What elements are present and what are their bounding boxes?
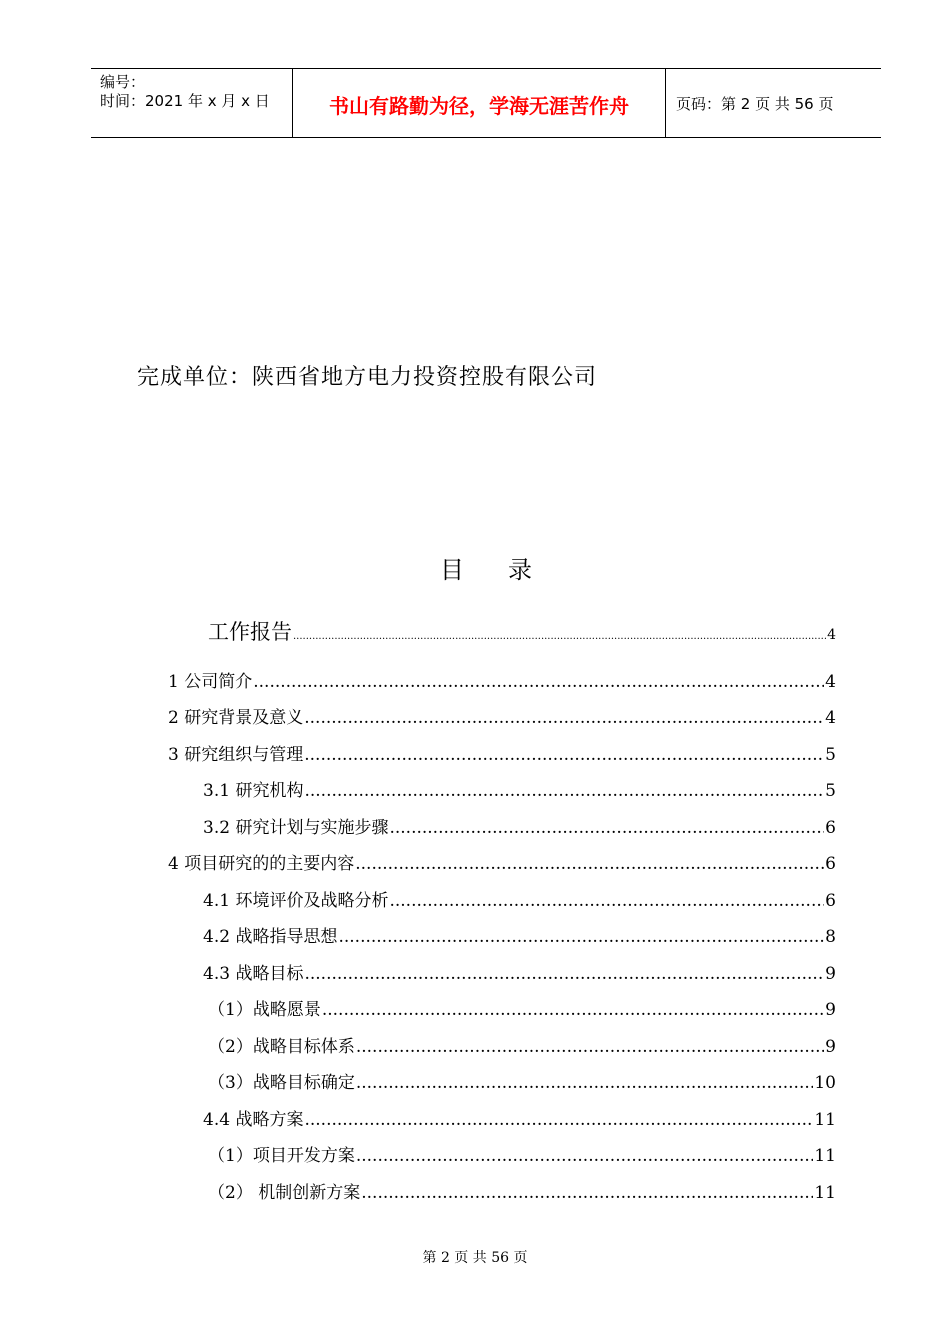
toc-entry-label: 3 研究组织与管理 bbox=[168, 745, 304, 765]
toc-entry-page: 11 bbox=[814, 1183, 836, 1203]
toc-entry-page: 4 bbox=[825, 672, 836, 692]
toc-leader-dots bbox=[389, 891, 824, 911]
toc-entry-page: 9 bbox=[825, 1037, 836, 1057]
toc-entry-label: 4 项目研究的的主要内容 bbox=[168, 854, 355, 874]
header-motto: 书山有路勤为径，学海无涯苦作舟 bbox=[329, 94, 629, 118]
toc-leader-dots bbox=[356, 1037, 824, 1057]
toc-leader-dots bbox=[356, 1073, 814, 1093]
toc-entry-page: 9 bbox=[825, 964, 836, 984]
toc-entry[interactable] bbox=[208, 616, 836, 646]
toc-entry-page: 6 bbox=[825, 891, 836, 911]
header-cell-page bbox=[666, 69, 881, 137]
toc-entry[interactable] bbox=[203, 813, 836, 839]
toc-entry[interactable] bbox=[168, 740, 836, 766]
toc-entry-page: 6 bbox=[825, 854, 836, 874]
toc-entry-label: 3.1 研究机构 bbox=[203, 781, 304, 801]
toc-leader-dots bbox=[355, 854, 824, 874]
toc-leader-dots bbox=[304, 781, 824, 801]
toc-entry-label: （1）战略愿景 bbox=[208, 1000, 321, 1020]
toc-entry-label: 4.1 环境评价及战略分析 bbox=[203, 891, 389, 911]
toc-entry-page: 11 bbox=[814, 1146, 836, 1166]
toc-leader-dots bbox=[356, 1146, 814, 1166]
toc-entry[interactable] bbox=[208, 1068, 836, 1094]
toc-entry[interactable] bbox=[208, 1141, 836, 1167]
toc-leader-dots bbox=[322, 1000, 824, 1020]
toc-title: 目录 bbox=[440, 556, 576, 584]
toc-entry[interactable] bbox=[203, 1105, 836, 1131]
toc-entry-page: 8 bbox=[825, 927, 836, 947]
page-footer: 第 2 页 共 56 页 bbox=[422, 1250, 528, 1266]
toc-leader-dots bbox=[304, 964, 824, 984]
toc-entry-page: 5 bbox=[825, 745, 836, 765]
toc-entry-page: 11 bbox=[814, 1110, 836, 1130]
toc-entry[interactable] bbox=[203, 776, 836, 802]
header-page-number: 页码：第 2 页 共 56 页 bbox=[676, 95, 834, 113]
toc-entry-label: （2） 机制创新方案 bbox=[208, 1183, 361, 1203]
toc-entry[interactable] bbox=[208, 1178, 836, 1204]
toc-leader-dots bbox=[361, 1183, 813, 1203]
toc-entry-label: 2 研究背景及意义 bbox=[168, 708, 304, 728]
toc-entry-label: 3.2 研究计划与实施步骤 bbox=[203, 818, 389, 838]
toc-entry-label: （1）项目开发方案 bbox=[208, 1146, 355, 1166]
header-time: 时间：2021 年 x 月 x 日 bbox=[100, 92, 270, 110]
toc-entry[interactable] bbox=[208, 1032, 836, 1058]
toc-leader-dots bbox=[389, 818, 824, 838]
toc-leader-dots bbox=[293, 631, 826, 642]
toc-leader-dots bbox=[304, 745, 824, 765]
document-header bbox=[91, 68, 881, 138]
toc-entry[interactable] bbox=[203, 959, 836, 985]
completion-unit: 完成单位：陕西省地方电力投资控股有限公司 bbox=[137, 365, 598, 390]
toc-entry-label: 4.4 战略方案 bbox=[203, 1110, 304, 1130]
toc-entry-page: 5 bbox=[825, 781, 836, 801]
toc-entry-label: 工作报告 bbox=[208, 620, 292, 644]
toc-entry-label: 4.3 战略目标 bbox=[203, 964, 304, 984]
toc-entry[interactable] bbox=[168, 849, 836, 875]
header-number: 编号： bbox=[100, 73, 146, 91]
header-cell-motto bbox=[293, 69, 666, 137]
toc-leader-dots bbox=[338, 927, 824, 947]
toc-entry[interactable] bbox=[203, 886, 836, 912]
toc-entry-label: （3）战略目标确定 bbox=[208, 1073, 355, 1093]
toc-entry-page: 9 bbox=[825, 1000, 836, 1020]
toc-entry-page: 4 bbox=[827, 627, 836, 643]
toc-leader-dots bbox=[304, 708, 824, 728]
toc-entry[interactable] bbox=[168, 667, 836, 693]
toc-entry-label: （2）战略目标体系 bbox=[208, 1037, 355, 1057]
toc-entry-label: 1 公司简介 bbox=[168, 672, 253, 692]
toc-leader-dots bbox=[304, 1110, 813, 1130]
toc-entry[interactable] bbox=[208, 995, 836, 1021]
toc-leader-dots bbox=[253, 672, 824, 692]
toc-entry[interactable] bbox=[168, 703, 836, 729]
toc-entry-page: 6 bbox=[825, 818, 836, 838]
header-cell-info bbox=[91, 69, 293, 137]
toc-entry-page: 10 bbox=[814, 1073, 836, 1093]
toc-entry-label: 4.2 战略指导思想 bbox=[203, 927, 338, 947]
toc-entry[interactable] bbox=[203, 922, 836, 948]
toc-entry-page: 4 bbox=[825, 708, 836, 728]
